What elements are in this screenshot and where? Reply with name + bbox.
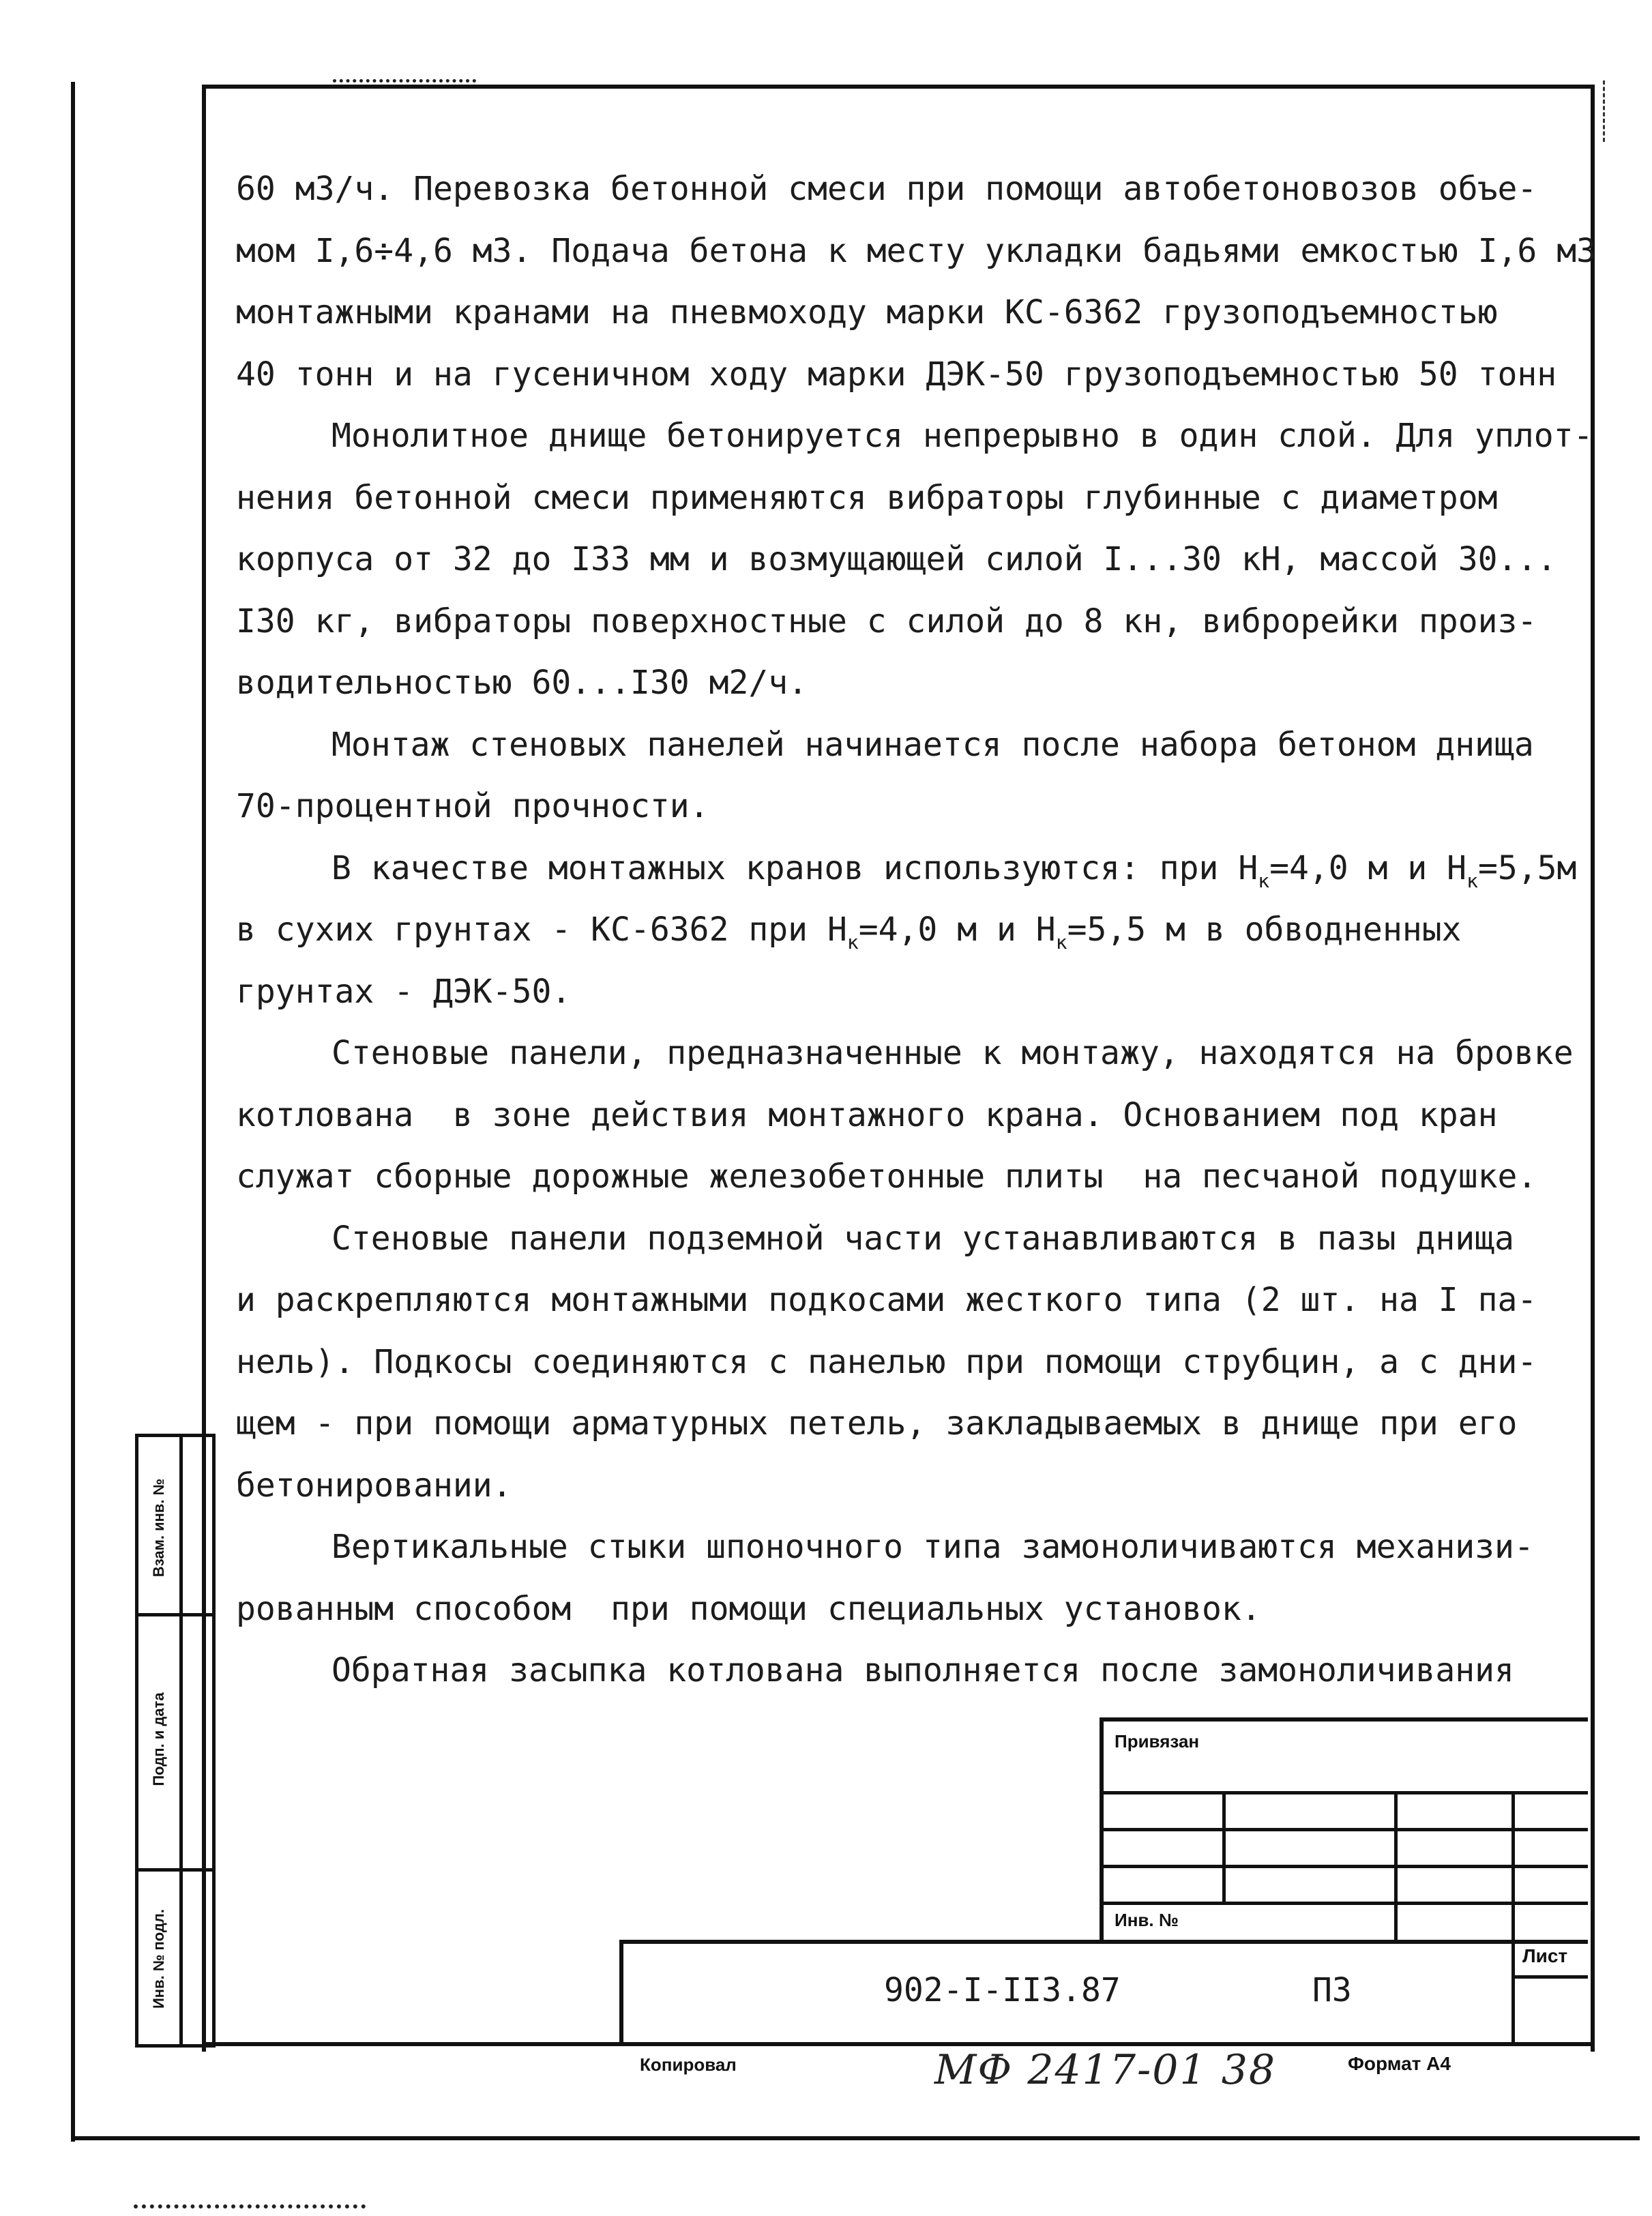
text-line: Обратная засыпка котлована выполняется после замоноличивания [331, 1651, 1514, 1689]
stamp-divider [138, 1613, 212, 1616]
text-line: грунтах - ДЭК-50. [236, 972, 572, 1011]
text-segment: =5,5 м в обводненных [1067, 911, 1462, 949]
text-line: водительностью 60...I30 м2/ч. [236, 664, 808, 702]
subscript-k: к [1466, 869, 1478, 892]
text-line: котлована в зоне действия монтажного крана. Основанием под кран [236, 1095, 1498, 1134]
stamp-replacement-inv: Взам. инв. № [150, 1478, 167, 1578]
text-segment: =4,0 м и Н [1269, 848, 1467, 887]
right-edge-marks [1589, 80, 1605, 142]
top-scribble-mark [333, 71, 476, 83]
text-line: щем - при помощи арматурных петель, закладываемых в днище при его [236, 1404, 1518, 1443]
text-segment: =5,5м [1477, 848, 1577, 887]
text-line: 60 м3/ч. Перевозка бетонной смеси при помощи автобетоновозов объе- [236, 170, 1537, 208]
title-block-divider [1511, 1940, 1515, 2046]
text-line: служат сборные дорожные железобетонные плиты на песчаной подушке. [236, 1157, 1537, 1196]
document-code: 902-I-II3.87 [884, 1971, 1121, 2009]
text-line-crane-heights [236, 838, 1577, 900]
text-line: Монтаж стеновых панелей начинается после набора бетоном днища [331, 725, 1534, 764]
text-segment: В качестве монтажных кранов используются: при Н [331, 848, 1258, 887]
text-line-dry-soils [236, 899, 1559, 961]
subscript-k: к [1055, 931, 1067, 954]
text-line: 40 тонн и на гусеничном ходу марки ДЭК-50 грузоподъемностью 50 тонн [236, 355, 1557, 394]
stamp-original-inv: Инв. № подл. [150, 1909, 167, 2009]
text-line: мом I,6÷4,6 м3. Подача бетона к месту укладки бадьями емкостью I,6 м3 [236, 231, 1596, 270]
page-body-text [236, 158, 1596, 1702]
text-line: монтажными кранами на пневмоходу марки КС-6362 грузоподъемностью [236, 293, 1498, 331]
section-code: ПЗ [1312, 1971, 1352, 2009]
paper-format-label: Формат А4 [1348, 2053, 1451, 2074]
title-block-divider [1222, 1791, 1226, 1904]
sheet-label: Лист [1522, 1945, 1568, 1966]
text-line: корпуса от 32 до I33 мм и возмущающей силой I...30 кН, массой 30... [236, 540, 1557, 578]
text-line: Стеновые панели, предназначенные к монтажу, находятся на бровке [331, 1034, 1574, 1072]
margin-stamp [135, 1434, 216, 2048]
stamp-divider [138, 1868, 212, 1872]
text-line: Вертикальные стыки шпоночного типа замоноличиваются механизи- [331, 1528, 1534, 1566]
text-segment: =4,0 м и Н [858, 911, 1056, 949]
text-line: нель). Подкосы соединяются с панелью при помощи струбцин, а с дни- [236, 1342, 1537, 1381]
inventory-number-label: Инв. № [1115, 1910, 1179, 1930]
text-line: нения бетонной смеси применяются вибраторы глубинные с диаметром [236, 478, 1498, 517]
text-line: и раскрепляются монтажными подкосами жесткого типа (2 шт. на I па- [236, 1281, 1537, 1319]
title-block-rule [1511, 1975, 1588, 1979]
sheet-outer-border-bottom [71, 2136, 1640, 2140]
title-block-divider [1511, 1791, 1515, 1944]
text-line: I30 кг, вибраторы поверхностные с силой до 8 кн, виброрейки произ- [236, 602, 1537, 640]
subscript-k: к [846, 931, 859, 954]
title-block-divider [1394, 1791, 1398, 1944]
copied-by-label: Копировал [640, 2054, 737, 2075]
text-line: Монолитное днище бетонируется непрерывно в один слой. Для уплот- [331, 417, 1593, 455]
text-line: 70-процентной прочности. [236, 787, 709, 825]
text-line: Стеновые панели подземной части устанавливаются в пазы днища [331, 1219, 1514, 1258]
sheet-outer-border-left [71, 82, 75, 2142]
subscript-k: к [1258, 869, 1270, 892]
stamp-sign-date: Подп. и дата [150, 1692, 167, 1786]
text-line: бетонировании. [236, 1466, 512, 1505]
text-segment: в сухих грунтах - КС-6362 при Н [236, 911, 847, 949]
bottom-scribble-mark [134, 2204, 366, 2215]
text-line: рованным способом при помощи специальных установок. [236, 1589, 1261, 1628]
handwritten-archive-number: МФ 2417-01 38 [934, 2046, 1277, 2094]
linked-label: Привязан [1115, 1731, 1200, 1752]
